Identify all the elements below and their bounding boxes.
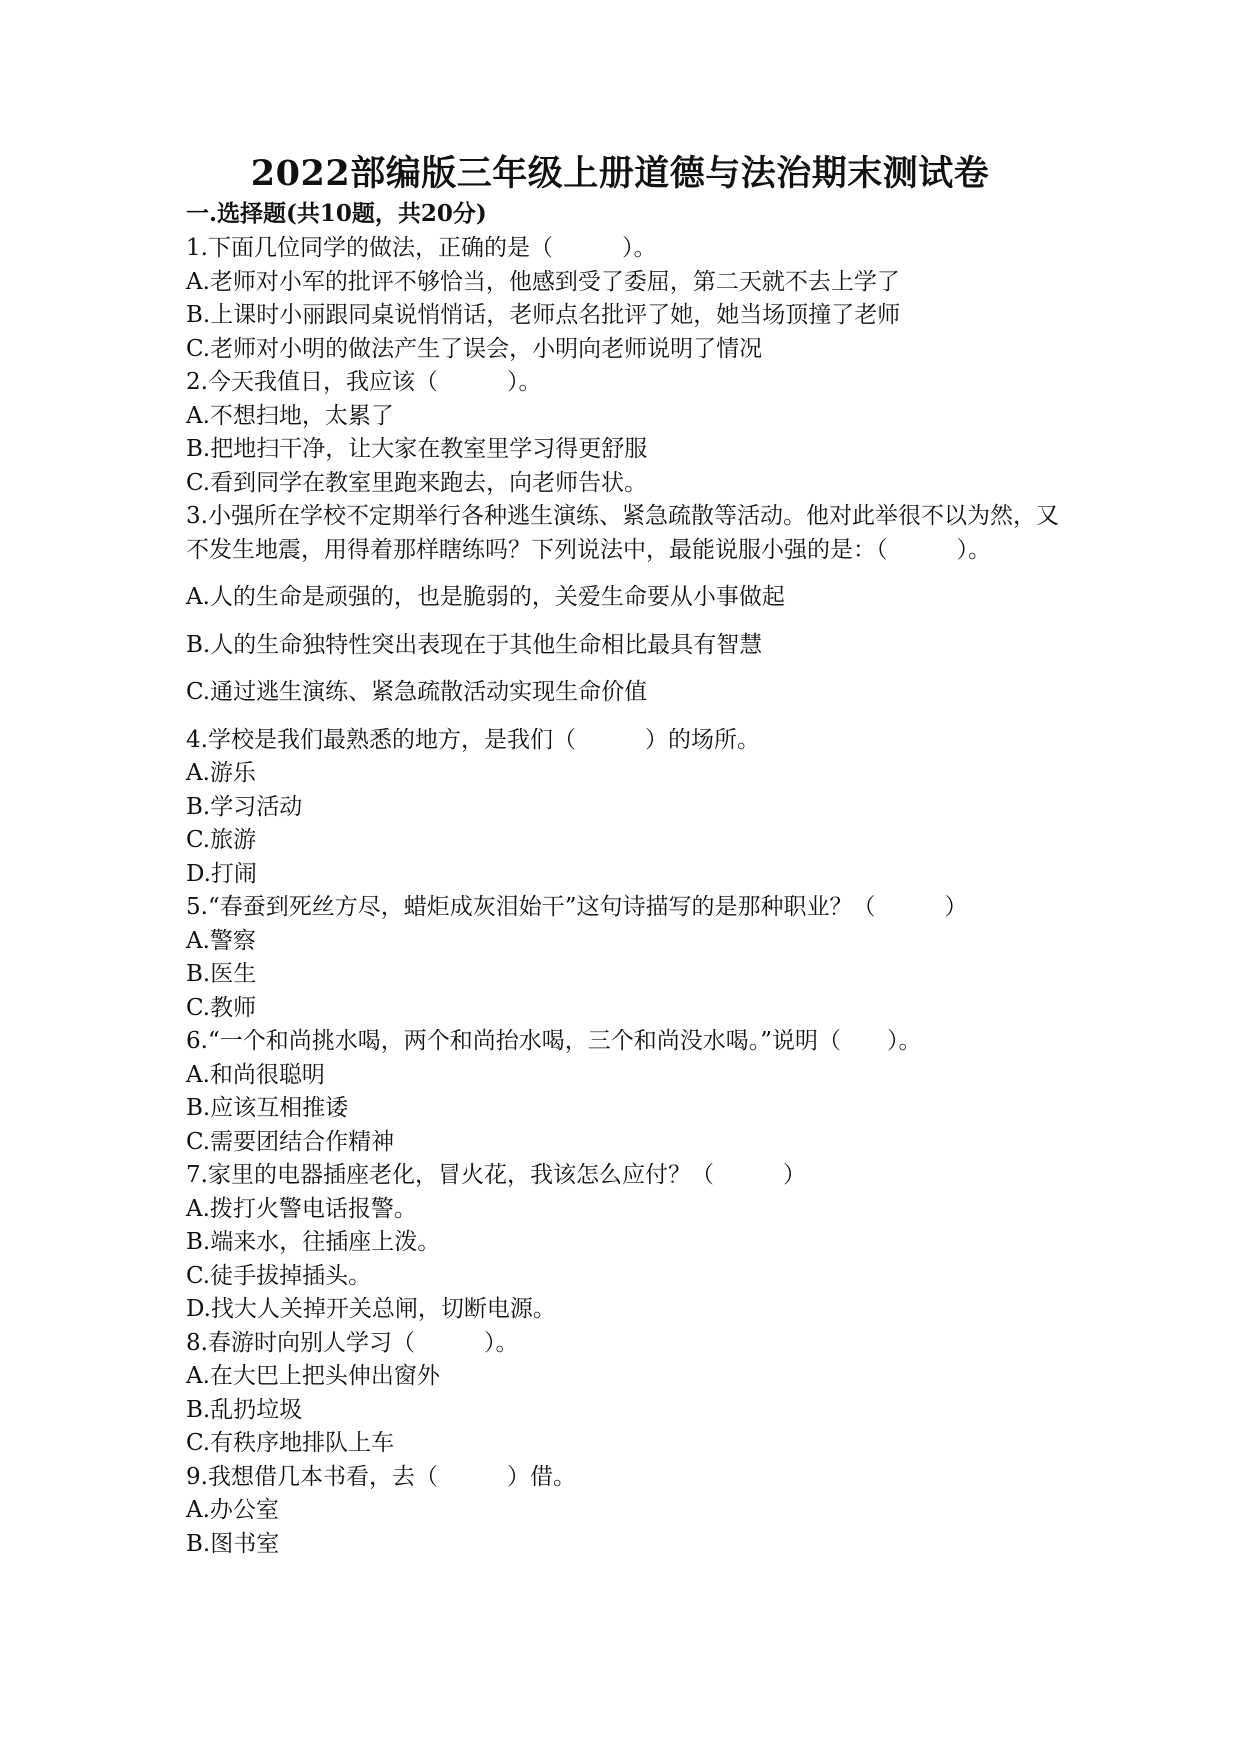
option-c: C.有秩序地排队上车 bbox=[186, 1430, 395, 1456]
option-a: A.游乐 bbox=[186, 760, 256, 786]
option-d: D.找大人关掉开关总闸，切断电源。 bbox=[186, 1296, 556, 1322]
option-a: A.不想扫地，太累了 bbox=[186, 402, 394, 429]
question-stem: 7.家里的电器插座老化，冒火花，我该怎么应付？（ ） bbox=[186, 1162, 806, 1188]
option-a: A.办公室 bbox=[186, 1497, 279, 1523]
question-6 bbox=[186, 1025, 1066, 1159]
question-stem: 6.“一个和尚挑水喝，两个和尚抬水喝，三个和尚没水喝。”说明（ ）。 bbox=[186, 1028, 922, 1054]
question-8 bbox=[186, 1327, 1066, 1461]
question-1 bbox=[186, 232, 1066, 366]
option-b: B.图书室 bbox=[186, 1530, 280, 1557]
question-7 bbox=[186, 1159, 1066, 1327]
option-b: B.学习活动 bbox=[186, 793, 303, 820]
option-b: B.人的生命独特性突出表现在于其他生命相比最具有智慧 bbox=[186, 631, 763, 658]
option-a: A.拨打火警电话报警。 bbox=[186, 1195, 417, 1222]
option-c: C.通过逃生演练、紧急疏散活动实现生命价值 bbox=[186, 679, 648, 705]
question-2 bbox=[186, 366, 1066, 500]
question-stem: 8.春游时向别人学习（ ）。 bbox=[186, 1329, 519, 1356]
option-c: C.需要团结合作精神 bbox=[186, 1128, 395, 1155]
option-a: A.和尚很聪明 bbox=[186, 1061, 325, 1088]
question-stem: 1.下面几位同学的做法，正确的是（ ）。 bbox=[186, 235, 657, 261]
question-stem: 9.我想借几本书看，去（ ）借。 bbox=[186, 1463, 576, 1490]
question-9 bbox=[186, 1461, 1066, 1562]
option-a: A.老师对小军的批评不够恰当，他感到受了委屈，第二天就不去上学了 bbox=[186, 268, 900, 295]
question-list bbox=[186, 232, 1066, 1561]
option-c: C.看到同学在教室里跑来跑去，向老师告状。 bbox=[186, 469, 648, 496]
page-title: 2022部编版三年级上册道德与法治期末测试卷 bbox=[250, 153, 990, 194]
option-a: A.警察 bbox=[186, 927, 256, 954]
option-a: A.人的生命是顽强的，也是脆弱的，关爱生命要从小事做起 bbox=[186, 584, 785, 610]
option-b: B.乱扔垃圾 bbox=[186, 1396, 303, 1423]
option-d: D.打闹 bbox=[186, 860, 257, 887]
option-b: B.应该互相推诿 bbox=[186, 1095, 349, 1121]
question-5 bbox=[186, 891, 1066, 1025]
option-c: C.旅游 bbox=[186, 827, 257, 853]
question-stem: 4.学校是我们最熟悉的地方，是我们（ ）的场所。 bbox=[186, 726, 760, 753]
option-c: C.徒手拔掉插头。 bbox=[186, 1262, 372, 1289]
question-3 bbox=[186, 500, 1066, 710]
question-stem: 5.“春蚕到死丝方尽，蜡炬成灰泪始干”这句诗描写的是那种职业？（ ） bbox=[186, 894, 968, 920]
option-c: C.老师对小明的做法产生了误会，小明向老师说明了情况 bbox=[186, 335, 763, 362]
option-b: B.把地扫干净，让大家在教室里学习得更舒服 bbox=[186, 436, 648, 462]
option-b: B.端来水，往插座上泼。 bbox=[186, 1229, 441, 1255]
question-stem: 2.今天我值日，我应该（ ）。 bbox=[186, 369, 542, 395]
question-4 bbox=[186, 724, 1066, 892]
option-b: B.上课时小丽跟同桌说悄悄话，老师点名批评了她，她当场顶撞了老师 bbox=[186, 302, 901, 328]
option-c: C.教师 bbox=[186, 994, 257, 1021]
section-heading: 一.选择题(共10题，共20分) bbox=[186, 200, 487, 227]
option-a: A.在大巴上把头伸出窗外 bbox=[186, 1363, 440, 1389]
option-b: B.医生 bbox=[186, 961, 257, 987]
question-stem: 3.小强所在学校不定期举行各种逃生演练、紧急疏散等活动。他对此举很不以为然，又不发生地震，用得着那样瞎练吗？下列说法中，最能说服小强的是：（ ）。 bbox=[186, 503, 1059, 563]
